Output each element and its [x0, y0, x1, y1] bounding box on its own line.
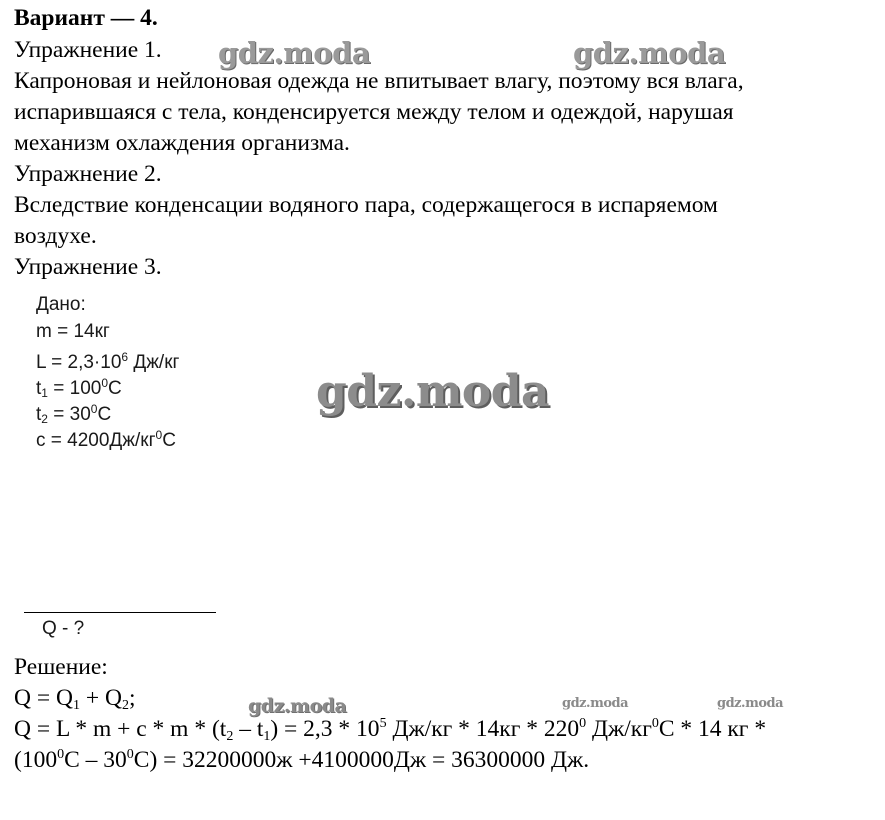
- given-t1: $t_1 = 100^0C$: [36, 376, 122, 400]
- exercise-1-text-line-2: испарившаяся с тела, конденсируется между телом и одеждой, нарушая: [14, 99, 734, 125]
- given-label: Дано:: [36, 294, 86, 315]
- exercise-1-text-line-3: механизм охлаждения организма.: [14, 130, 350, 156]
- given-divider: [24, 612, 216, 613]
- given-specific-heat: $c = 4200Дж/кг^0C$: [36, 428, 176, 451]
- exercise-2-text-line-1: Вследствие конденсации водяного пара, содержащегося в испаряемом: [14, 192, 718, 218]
- solution-equation-3: $(100^0C - 30^0C) = 32200000ж +4100000Дж = 36300000$ Дж.: [14, 747, 590, 773]
- exercise-1-text-line-1: Капроновая и нейлоновая одежда не впитывает влагу, поэтому вся влага,: [14, 68, 744, 94]
- watermark-top-left: gdz.moda: [218, 36, 371, 70]
- exercise-2-text-line-2: воздухе.: [14, 223, 97, 249]
- solution-equation-2: $Q = L * m + c * m * (t_2 - t_1) = 2,3 * 10^5$ $Дж/кг * 14кг * 220^0$ $Дж/кг^0C * 14$ кг *: [14, 716, 767, 744]
- watermark-solution-right: gdz.moda: [717, 696, 784, 711]
- exercise-2-title: Упражнение 2.: [14, 161, 162, 187]
- solution-equation-1: $Q = Q_1 + Q_2$;: [14, 685, 136, 713]
- given-t2: $t_2 = 30^0C$: [36, 402, 112, 426]
- exercise-3-title: Упражнение 3.: [14, 254, 162, 280]
- solution-label: Решение:: [14, 654, 108, 680]
- given-mass: m = 14кг: [36, 321, 110, 342]
- find-q: Q - ?: [42, 618, 85, 639]
- given-latent-heat: $L = 2,3\cdot 10^6$ Дж/кг: [36, 350, 180, 373]
- watermark-solution-mid: gdz.moda: [562, 696, 629, 711]
- variant-heading: Вариант — 4.: [14, 5, 158, 31]
- exercise-1-title: Упражнение 1.: [14, 37, 162, 63]
- watermark-center: gdz.moda: [316, 366, 550, 417]
- watermark-top-right: gdz.moda: [573, 36, 726, 70]
- watermark-solution-left: gdz.moda: [248, 695, 347, 717]
